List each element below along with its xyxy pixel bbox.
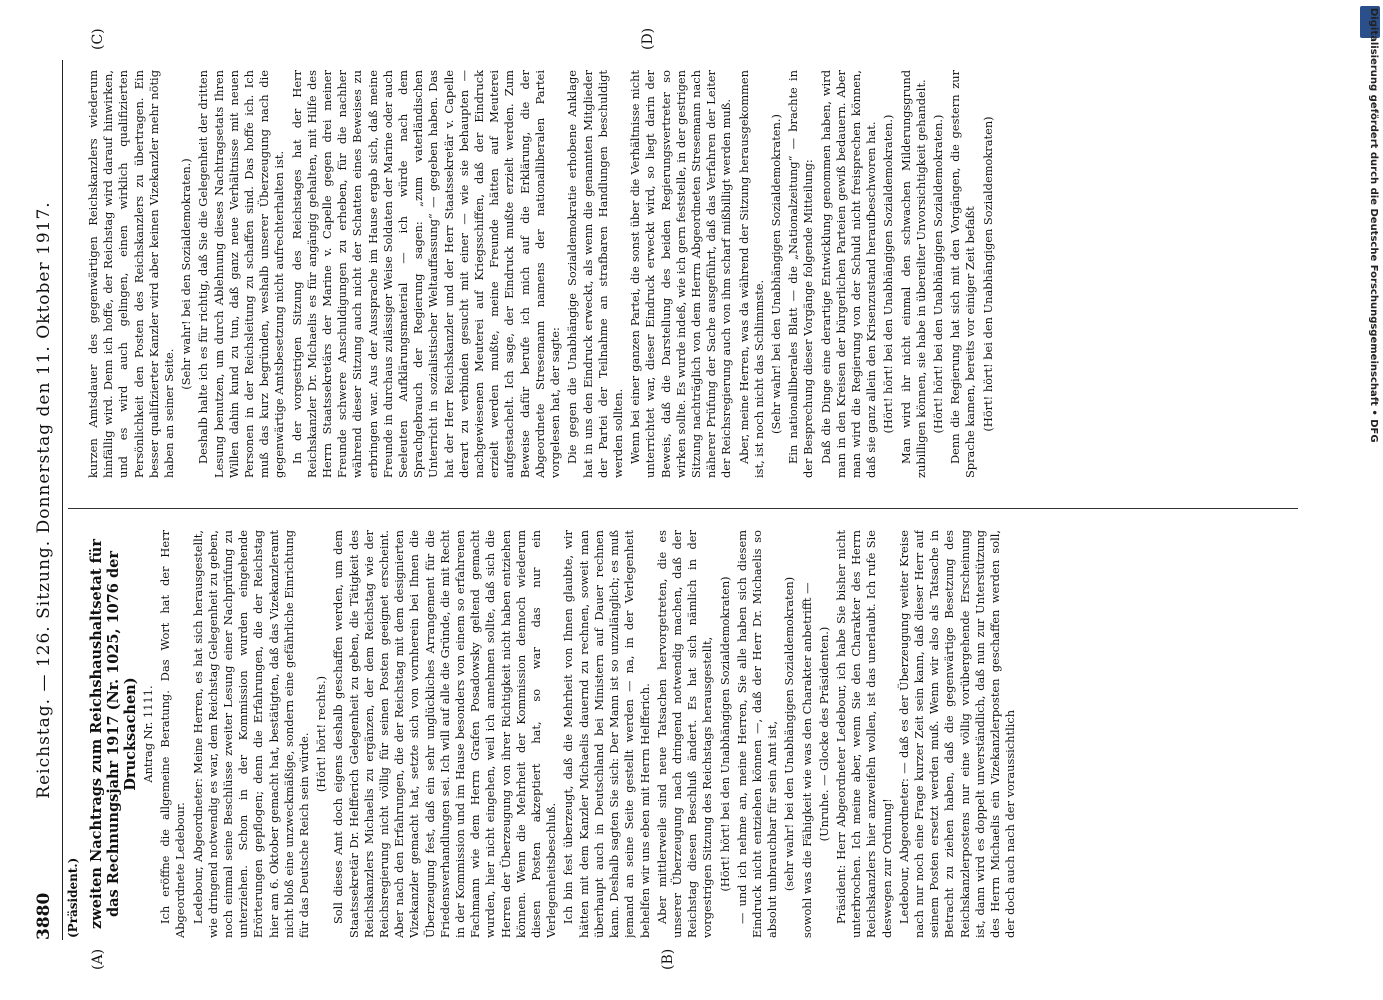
speech-paragraph: Ein nationalliberales Blatt — die „Nationalzeitung“ — brachte in der Besprechung dieser Vorgänge folgende Mitteilung: xyxy=(786,70,816,478)
interjection: (Hört! hört! bei den Unabhängigen Sozialdemokraten.) xyxy=(930,114,945,434)
speech-paragraph: Deshalb halte ich es für richtig, daß Sie die Gelegenheit der dritten Lesung benutzen, um durch Ablehnung dieses Nachtragsetats Ihren Willen dahin kund zu tun, daß ganz neue Verhältnisse mit neuen Personen in der Reichsleitung zu schaffen sind. Das hoffe ich. Ich muß das kurz begründen, weshalb unserer Überzeugung nach die gegenwärtige Amtsbesetzung nicht aufrechterhalten ist. xyxy=(196,70,287,478)
quoted-statement: Man wird ihr nicht einmal den schwachen Milderungsgrund zubilligen können, sie habe in übereilter Unvorsichtigkeit gehandelt. xyxy=(898,70,928,478)
president-remark: Präsident: Herr Abgeordneter Ledebour, ich habe Sie bisher nicht unterbrochen. Ich meine aber, wenn Sie den Charakter des Herrn Reichskanzlers hier anzweifeln wollen, ist das unerlaubt. Ich rufe Sie deswegen zur Ordnung! xyxy=(833,530,894,938)
speech-paragraph: Aber mittlerweile sind neue Tatsachen hervorgetreten, die es unserer Überzeugung nach dringend notwendig machen, daß der Reichstag diesen Beschluß ändert. Es hat sich nämlich in der vorgestrigen Sitzung des Reichstags herausgestellt, xyxy=(654,530,715,938)
interjection: (sehr wahr! bei den Unabhängigen Sozialdemokraten) xyxy=(782,576,797,892)
agenda-heading: zweiten Nachtrags zum Reichshaushaltsetat für das Rechnungsjahr 1917 (Nr. 1025, 1076 der Drucksachen) xyxy=(88,539,139,929)
speech-paragraph: — und ich nehme an, meine Herren, Sie alle haben sich diesem Eindruck nicht entziehen können —, daß der Herr Dr. Michaelis so absolut unbrauchbar für sein Amt ist, xyxy=(734,530,780,938)
running-head xyxy=(30,60,63,940)
margin-marker-d: (D) xyxy=(640,27,656,50)
paragraph: Ich eröffne die allgemeine Beratung. Das Wort hat der Herr Abgeordnete Ledebour. xyxy=(158,530,188,938)
speech-paragraph: Wenn bei einer ganzen Partei, die sonst über die Verhältnisse nicht unterrichtet war, dieser Eindruck erweckt wird, so liegt darin der Beweis, daß die Darstellung des beiden Regierungsvertreter so wirken sollte. Es wurde indeß, wie ich gern feststelle, in der gestrigen Sitzung nachträglich von dem Herrn Abgeordneten Stresemann nach näherer Prüfung der Sache ausgeführt, daß das Verfahren der Leiter der Reichsregierung auch von ihm scharf mißbilligt werden muß. xyxy=(628,70,734,478)
margin-marker-b: (B) xyxy=(660,948,676,970)
left-column xyxy=(86,530,1306,938)
quoted-statement: Die gegen die Unabhängige Sozialdemokratie erhobene Anklage hat in uns den Eindruck erweckt, als wenn die genannten Mitglieder der Partei der Teilnahme an strafbaren Handlungen beschuldigt werden sollten. xyxy=(565,70,625,478)
speaker-tag: (Präsident.) xyxy=(66,857,80,938)
interjection: (Hört! hört! rechts.) xyxy=(314,675,329,793)
paragraph: Antrag Nr. 1111. xyxy=(141,685,155,783)
speech-paragraph: Ich bin fest überzeugt, daß die Mehrheit von Ihnen glaubte, wir hätten mit dem Kanzler Michaelis dauernd zu rechnen, soweit man überhaupt auch in Deutschland bei Ministern auf Dauer rechnen kann. Deshalb sagten Sie sich: Der Mann ist so unzulänglich; es muß jemand an seine Seite gestellt werden — na, in der Verlegenheit behelfen wir uns eben mit Herrn Helfferich. xyxy=(561,530,652,938)
speech-paragraph: Soll dieses Amt doch eigens deshalb geschaffen werden, um dem Staatssekretär Dr. Helfferich Gelegenheit zu geben, die Tätigkeit des Reichskanzlers Michaelis zu ergänzen, der dem Reichstag wie der Reichsregierung nicht völlig für seinen Posten geeignet erscheint. Aber nach den Erfahrungen, die der Reichstag mit dem designierten Vizekanzler gemacht hat, setzte sich von vornherein bei Ihnen die Überzeugung fest, daß ein sehr unglückliches Arrangement für die Friedensverhandlungen sei. Ich will auf alle die Gründe, die mit Recht in der Kommission und im Hause besonders von einem so erfahrenen Fachmann wie dem Herrn Grafen Posadowsky geltend gemacht wurden, hier nicht eingehen, weil ich annehmen sollte, daß sich die Herren der Überzeugung von ihrer Richtigkeit nicht haben entziehen können. Wenn die Mehrheit der Kommission dennoch wiederum diesen Posten akzeptiert hat, so war das nur ein Verlegenheitsbeschluß. xyxy=(331,530,559,938)
quoted-statement: Daß die Dinge eine derartige Entwicklung genommen haben, wird man in den Kreisen der bürgerlichen Parteien gewiß bedauern. Aber man wird die Regierung von der Schuld nicht freisprechen können, daß sie ganz allein den Krisenzustand heraufbeschworen hat. xyxy=(818,70,879,478)
digitization-credit xyxy=(1355,8,1379,998)
interjection: (Sehr wahr! bei den Sozialdemokraten.) xyxy=(179,158,194,390)
right-column xyxy=(86,70,1306,478)
speech-paragraph: In der vorgestrigen Sitzung des Reichstages hat der Herr Reichskanzler Dr. Michaelis es für angängig gehalten, mit Hilfe des Herrn Staatssekretärs der Marine v. Capelle gegen drei meiner Freunde schwere Anschuldigungen zu erheben, für die nachher während dieser Sitzung auch nicht der Schatten eines Beweises zu erbringen war. Aus der Aussprache im Hause ergab sich, daß meine Freunde in durchaus zulässiger Weise Soldaten der Marine oder auch Seeleuten Aufklärungsmaterial — ich würde nach dem Sprachgebrauch der Regierung sagen: „zum vaterländischen Unterricht in sozialistischer Weltauffassung“ — gegeben haben. Das hat der Herr Reichskanzler und der Herr Staatssekretär v. Capelle derart zu verbinden gesucht mit einer — wie sie behaupten — nachgewiesenen Meuterei auf Kriegsschiffen, daß der Eindruck erzielt werden mußte, meine Freunde hätten auf Meuterei aufgestachelt. Ich sage, der Eindruck mußte erzielt werden. Zum Beweise dafür berufe ich mich auf die Erklärung, die der Abgeordnete Stresemann namens der nationalliberalen Partei vorgelesen hat, der sagte: xyxy=(289,70,563,478)
interjection: (Hört! hört! bei den Unabhängigen Sozialdemokraten) xyxy=(980,116,995,432)
margin-marker-a: (A) xyxy=(90,948,106,970)
speech-paragraph: Aber, meine Herren, was da während der Sitzung herausgekommen ist, ist noch nicht das Schlimmste. xyxy=(736,70,766,478)
interjection: (Hört! hört! bei den Unabhängigen Sozialdemokraten) xyxy=(717,576,732,892)
running-head-title: Reichstag. — 126. Sitzung. Donnerstag den 11. Oktober 1917. xyxy=(34,201,54,799)
interjection: (Sehr wahr! bei den Unabhängigen Sozialdemokraten.) xyxy=(768,114,783,434)
speech-paragraph: Ledebour, Abgeordneter: — daß es der Überzeugung weiter Kreise nach nur noch eine Frage kurzer Zeit sein kann, daß dieser Herr auf seinem Posten ersetzt werden muß. Wenn wir also als Tatsache in Betracht zu ziehen haben, daß die gegenwärtige Besetzung des Reichskanzlerpostens nur eine völlig vorübergehende Erscheinung ist, dann wird es doppelt unverständlich, daß nun zur Unterstützung des Herrn Michaelis ein Vizekanzlerposten geschaffen werden soll, der doch auch nach der voraussichtlich xyxy=(896,530,1018,938)
interjection: (Unruhe. — Glocke des Präsidenten.) xyxy=(816,626,831,842)
interjection: (Hört! hört! bei den Unabhängigen Sozialdemokraten.) xyxy=(881,114,896,434)
quoted-statement: Denn die Regierung hat sich mit den Vorgängen, die gestern zur Sprache kamen, bereits vor einiger Zeit befaßt xyxy=(948,70,978,478)
column-divider xyxy=(68,508,1298,509)
speech-paragraph: sowohl was die Fähigkeit wie was den Charakter anbetrifft — xyxy=(799,582,814,938)
speech-paragraph: Ledebour, Abgeordneter: Meine Herren, es hat sich herausgestellt, wie dringend notwendig es war, dem Reichstag Gelegenheit zu geben, noch einmal seine Beschlüsse zweiter Lesung einer Nachprüfung zu unterziehen. Schon in der Kommission wurden eingehende Erörterungen gepflogen; denn die Erfahrungen, die der Reichstag hier am 6. Oktober gemacht hat, bestätigten, daß das Vizekanzleramt nicht bloß eine unzweckmäßige, sondern eine gefährliche Einrichtung für das Deutsche Reich sein würde. xyxy=(190,530,312,938)
credit-text: Digitalisierung gefördert durch die Deutsche Forschungsgemeinschaft • DFG xyxy=(1368,8,1379,443)
speech-paragraph: kurzen Amtsdauer des gegenwärtigen Reichskanzlers wiederum hinfällig wird. Denn ich hoffe, der Reichstag wird darauf hinwirken, und es wird auch gelingen, einen wirklich qualifizierten Persönlichkeit den Posten des Reichskanzlers zu übertragen. Ein besser qualifizierter Kanzler wird aber keinen Vizekanzler mehr nötig haben an seiner Seite. xyxy=(86,70,177,478)
margin-marker-c: (C) xyxy=(90,28,106,50)
page-number: 3880 xyxy=(34,892,54,940)
